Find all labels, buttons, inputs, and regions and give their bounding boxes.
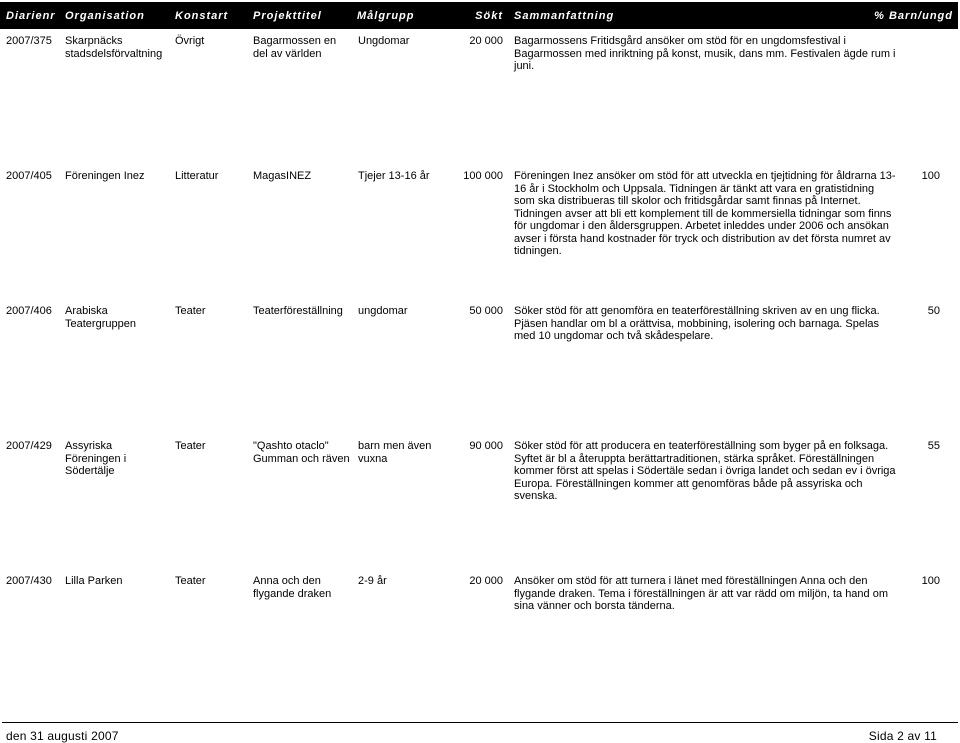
sammanfattning-line: med 10 ungdomar och två skådespelare. (514, 330, 714, 342)
cell-sokt (440, 440, 503, 453)
cell-malgrupp (358, 170, 430, 183)
table-row (0, 575, 958, 705)
sammanfattning-line: Söker stöd för att genomföra en teaterföreställning skriven av en ung flicka. (514, 305, 880, 317)
cell-projekttitel (253, 35, 336, 60)
column-header-diarienr: Diarienr (6, 10, 56, 22)
sammanfattning-line: Söker stöd för att producera en teaterföreställning som byger på en folksaga. (514, 440, 889, 452)
barn-ungd-line: 55 (927, 440, 940, 452)
sokt-line: 20 000 (469, 575, 503, 587)
sokt-line: 20 000 (469, 35, 503, 47)
cell-projekttitel (253, 440, 350, 465)
cell-barn-ungd (900, 305, 940, 318)
cell-sokt (440, 170, 503, 183)
column-header-konstart: Konstart (175, 10, 229, 22)
cell-barn-ungd (900, 440, 940, 453)
malgrupp-line: barn men även (358, 440, 432, 452)
cell-projekttitel (253, 575, 331, 600)
organisation-line: Föreningen Inez (65, 170, 145, 182)
sammanfattning-line: för ungdomar i den åldersgruppen. Arbetet inleddes under 2006 och ansökan (514, 220, 889, 232)
projekttitel-line: Teaterföreställning (253, 305, 343, 317)
cell-diarienr (6, 35, 52, 48)
cell-konstart (175, 440, 206, 453)
sokt-line: 50 000 (469, 305, 503, 317)
barn-ungd-line: 50 (927, 305, 940, 317)
cell-konstart (175, 305, 206, 318)
sammanfattning-line: kommer först att spelas i Södertäle sedan i övriga landet och sedan ev i övriga (514, 465, 896, 477)
malgrupp-line: Tjejer 13-16 år (358, 170, 430, 182)
sammanfattning-line: Ansöker om stöd för att turnera i länet med föreställningen Anna och den (514, 575, 868, 587)
cell-sammanfattning (514, 35, 896, 73)
sammanfattning-line: avser i första hand kostnader för tryck och distribution av det första numret av (514, 232, 891, 245)
cell-konstart (175, 170, 218, 183)
barn-ungd-line: 100 (921, 575, 940, 587)
cell-organisation (65, 440, 126, 478)
organisation-line: Assyriska (65, 440, 113, 452)
organisation-line: Lilla Parken (65, 575, 123, 587)
organisation-line: Föreningen i (65, 452, 127, 465)
organisation-line: Skarpnäcks (65, 35, 123, 47)
cell-projekttitel (253, 170, 311, 183)
sammanfattning-line: Pjäsen handlar om bl a orättvisa, mobbining, isolering och barnaga. Spelas (514, 317, 880, 330)
projekttitel-line: "Qashto otaclo" (253, 440, 329, 452)
table-row (0, 35, 958, 165)
projekttitel-line: Gumman och räven (253, 452, 350, 465)
table-row (0, 305, 958, 435)
column-header-barn-ungd: % Barn/ungd (874, 10, 953, 22)
sammanfattning-line: Europa. Föreställningen kommer att genomföras både på assyriska och (514, 477, 863, 490)
column-header-sammanfattning: Sammanfattning (514, 10, 615, 22)
column-header-sokt: Sökt (475, 10, 503, 22)
cell-malgrupp (358, 305, 408, 318)
projekttitel-line: Anna och den (253, 575, 321, 587)
column-header-malgrupp: Målgrupp (357, 10, 415, 22)
diarienr-line: 2007/375 (6, 35, 52, 47)
cell-diarienr (6, 170, 52, 183)
malgrupp-line: Ungdomar (358, 35, 410, 47)
cell-malgrupp (358, 35, 409, 48)
diarienr-line: 2007/430 (6, 575, 52, 587)
projekttitel-line: flygande draken (253, 587, 332, 600)
cell-diarienr (6, 305, 52, 318)
organisation-line: Teatergruppen (65, 317, 136, 330)
sammanfattning-line: Bagarmossen med inriktning på konst, musik, dans mm. Festivalen ägde rum i (514, 47, 896, 60)
cell-organisation (65, 305, 136, 330)
cell-sokt (440, 575, 503, 588)
cell-sammanfattning (514, 305, 880, 343)
table-row (0, 440, 958, 570)
diarienr-line: 2007/405 (6, 170, 52, 182)
konstart-line: Teater (175, 575, 206, 587)
cell-konstart (175, 35, 204, 48)
konstart-line: Litteratur (175, 170, 219, 182)
cell-organisation (65, 575, 122, 588)
cell-malgrupp (358, 440, 431, 465)
cell-diarienr (6, 440, 52, 453)
projekttitel-line: MagasINEZ (253, 170, 312, 182)
projekttitel-line: Bagarmossen en (253, 35, 337, 47)
sammanfattning-line: sina vänner och borsta tänderna. (514, 600, 675, 612)
column-header-organisation: Organisation (65, 10, 145, 22)
sammanfattning-line: Bagarmossens Fritidsgård ansöker om stöd för en ungdomsfestival i (514, 35, 846, 47)
sammanfattning-line: tidningen. (514, 245, 562, 257)
cell-sammanfattning (514, 440, 896, 503)
sammanfattning-line: juni. (514, 60, 535, 72)
malgrupp-line: vuxna (358, 452, 388, 465)
cell-barn-ungd (900, 170, 940, 183)
projekttitel-line: del av världen (253, 47, 322, 60)
page-footer (2, 722, 958, 741)
cell-projekttitel (253, 305, 343, 318)
konstart-line: Teater (175, 440, 206, 452)
konstart-line: Övrigt (175, 35, 205, 47)
sammanfattning-line: Föreningen Inez ansöker om stöd för att utveckla en tjejtidning för åldrarna 13- (514, 170, 896, 182)
cell-sokt (440, 35, 503, 48)
cell-organisation (65, 170, 145, 183)
sammanfattning-line: Tidningen avser att bli ett komplement till de kommersiella tidningar som finns (514, 207, 892, 220)
organisation-line: stadsdelsförvaltning (65, 47, 163, 60)
sammanfattning-line: Syftet är bl a återuppta berättartraditionen, stärka språket. Föreställningen (514, 452, 875, 465)
table-row (0, 170, 958, 300)
sammanfattning-line: som ska distribueras till skolor och fritidsgårdar samt finnas på Internet. (514, 195, 861, 207)
organisation-line: Arabiska (65, 305, 108, 317)
sokt-line: 100 000 (463, 170, 503, 182)
sokt-line: 90 000 (469, 440, 503, 452)
cell-sammanfattning (514, 170, 896, 258)
cell-malgrupp (358, 575, 387, 588)
footer-date: den 31 augusti 2007 (6, 729, 119, 743)
cell-diarienr (6, 575, 52, 588)
malgrupp-line: 2-9 år (358, 575, 387, 587)
cell-organisation (65, 35, 162, 60)
sammanfattning-line: svenska. (514, 490, 558, 502)
cell-konstart (175, 575, 206, 588)
cell-sammanfattning (514, 575, 888, 613)
diarienr-line: 2007/429 (6, 440, 52, 452)
organisation-line: Södertälje (65, 465, 115, 477)
cell-barn-ungd (900, 575, 940, 588)
sammanfattning-line: flygande draken. Tema i föreställningen är att var rädd om miljön, ta hand om (514, 587, 888, 600)
column-header-projekttitel: Projekttitel (253, 10, 322, 22)
diarienr-line: 2007/406 (6, 305, 52, 317)
malgrupp-line: ungdomar (358, 305, 408, 317)
sammanfattning-line: 16 år i Stockholm och Uppsala. Tidningen är tänkt att vara en gratistidning (514, 182, 875, 195)
barn-ungd-line: 100 (921, 170, 940, 182)
page-number: Sida 2 av 11 (868, 729, 937, 743)
konstart-line: Teater (175, 305, 206, 317)
cell-sokt (440, 305, 503, 318)
